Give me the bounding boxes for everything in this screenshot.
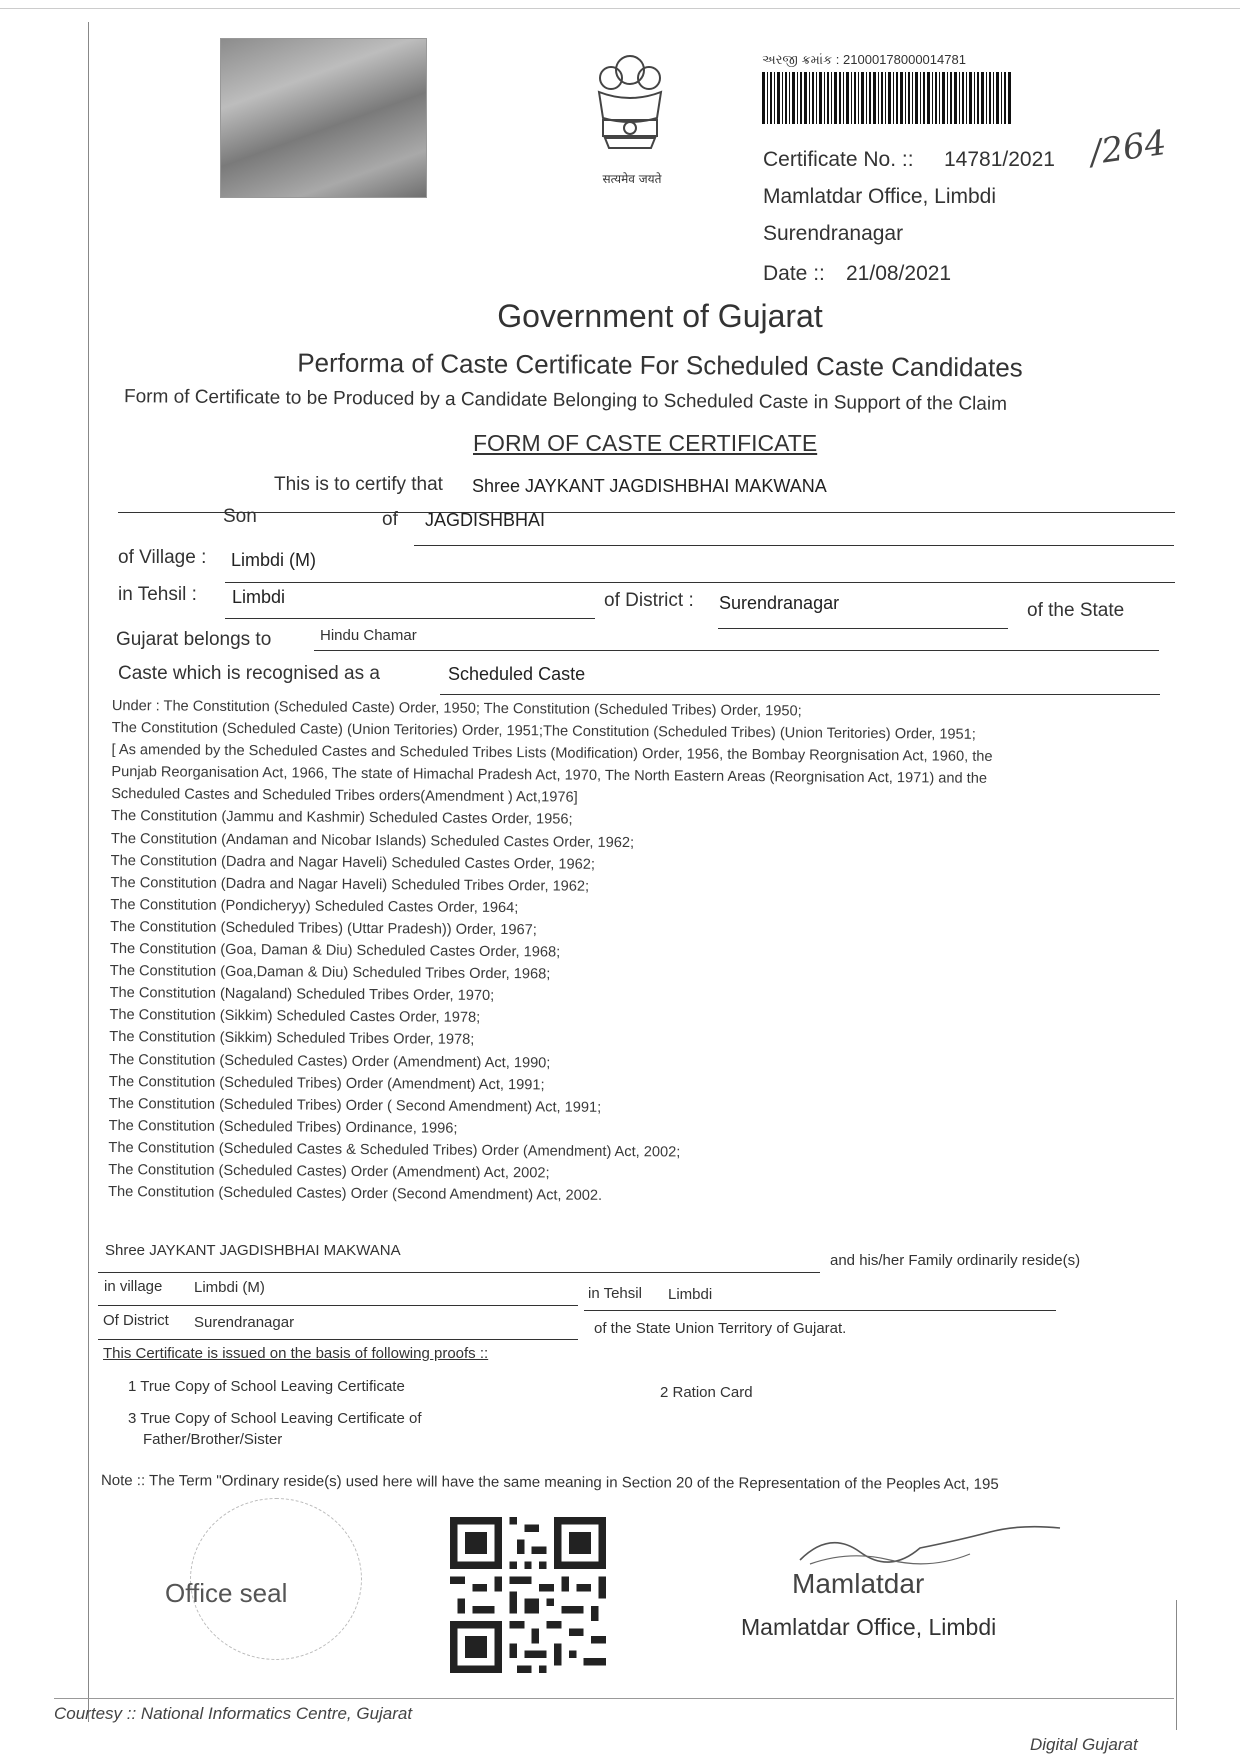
proof-item: 2 Ration Card <box>660 1384 753 1401</box>
proofs-heading: This Certificate is issued on the basis of following proofs :: <box>103 1345 489 1362</box>
village-rule <box>225 582 1175 583</box>
father-rule <box>414 545 1174 546</box>
issue-date: 21/08/2021 <box>846 262 952 285</box>
res-village-rule <box>98 1305 578 1306</box>
tehsil-value: Limbdi <box>232 587 286 607</box>
son-label: Son <box>223 506 257 527</box>
recognised-label: Caste which is recognised as a <box>118 663 380 684</box>
legal-line: The Constitution (Scheduled Tribes) Order ( Second Amendment) Act, 1991; <box>108 1095 602 1116</box>
res-state-label: of the State Union Territory of Gujarat. <box>594 1320 847 1337</box>
legal-line: The Constitution (Pondicheryy) Scheduled Castes Order, 1964; <box>110 896 519 917</box>
district-value: Surendranagar <box>719 593 840 613</box>
legal-line: The Constitution (Scheduled Tribes) Order (Amendment) Act, 1991; <box>108 1073 545 1094</box>
date-label: Date :: <box>763 262 825 285</box>
candidate-name: Shree JAYKANT JAGDISHBHAI MAKWANA <box>472 476 827 496</box>
legal-line: The Constitution (Scheduled Castes) Order (Amendment) Act, 1990; <box>109 1051 551 1071</box>
legal-line: Under : The Constitution (Scheduled Caste) Order, 1950; The Constitution (Scheduled Tribes) Order, 1950; <box>111 697 802 720</box>
issuing-office: Mamlatdar Office, Limbdi <box>763 185 997 208</box>
barcode <box>762 72 1012 124</box>
form-heading: FORM OF CASTE CERTIFICATE <box>473 430 818 456</box>
legal-line: The Constitution (Sikkim) Scheduled Castes Order, 1978; <box>109 1007 481 1027</box>
applicant-photo <box>220 38 427 198</box>
legal-line: The Constitution (Scheduled Tribes) (Uttar Pradesh)) Order, 1967; <box>110 918 537 939</box>
left-margin-line <box>88 22 89 1722</box>
legal-line: The Constitution (Dadra and Nagar Haveli) Scheduled Tribes Order, 1962; <box>110 874 590 895</box>
res-village-value: Limbdi (M) <box>194 1279 265 1296</box>
district-rule <box>718 628 1008 629</box>
state-label: of the State <box>1027 600 1125 621</box>
legal-line: The Constitution (Scheduled Castes) Order (Amendment) Act, 2002; <box>108 1161 550 1182</box>
resident-rule <box>98 1272 820 1273</box>
legal-line: The Constitution (Jammu and Kashmir) Scheduled Castes Order, 1956; <box>110 808 573 829</box>
certify-intro: This is to certify that <box>274 474 443 495</box>
legal-line: The Constitution (Scheduled Castes) Order (Second Amendment) Act, 2002. <box>108 1184 603 1204</box>
res-district-rule <box>98 1339 578 1340</box>
footer-rule <box>54 1698 1174 1699</box>
application-number: અરજી ક્રમાંક : 21000178000014781 <box>762 52 966 67</box>
issuing-district: Surendranagar <box>763 222 904 245</box>
handwritten-note: /264 <box>1087 122 1169 174</box>
village-label: of Village : <box>118 547 207 568</box>
tehsil-label: in Tehsil : <box>118 584 197 605</box>
performa-title: Performa of Caste Certificate For Scheduled Caste Candidates <box>297 347 1023 383</box>
legal-line: The Constitution (Andaman and Nicobar Islands) Scheduled Castes Order, 1962; <box>110 830 635 851</box>
government-title: Government of Gujarat <box>497 298 823 334</box>
res-village-label: in village <box>104 1278 163 1295</box>
district-label: of District : <box>604 590 694 611</box>
res-tehsil-label: in Tehsil <box>588 1285 642 1302</box>
right-margin-line <box>1176 1600 1177 1730</box>
category-rule <box>440 694 1160 695</box>
office-seal-label: Office seal <box>165 1578 288 1608</box>
footer-courtesy: Courtesy :: National Informatics Centre, Gujarat <box>54 1704 413 1723</box>
category-value: Scheduled Caste <box>448 664 586 684</box>
legal-line: The Constitution (Scheduled Tribes) Ordinance, 1996; <box>108 1117 458 1137</box>
note-text: Note :: The Term "Ordinary reside(s) used here will have the same meaning in Section 20 of the Representation of the Peoples Act, 195 <box>100 1472 999 1493</box>
caste-rule <box>314 650 1159 651</box>
legal-line: The Constitution (Goa, Daman & Diu) Scheduled Castes Order, 1968; <box>109 941 561 961</box>
certificate-number: 14781/2021 <box>944 148 1055 171</box>
res-tehsil-value: Limbdi <box>668 1286 713 1303</box>
family-reside-label: and his/her Family ordinarily reside(s) <box>830 1252 1081 1269</box>
legal-line: The Constitution (Nagaland) Scheduled Tribes Order, 1970; <box>109 985 495 1005</box>
res-tehsil-rule <box>584 1310 1056 1311</box>
proof-item: 1 True Copy of School Leaving Certificate <box>128 1378 405 1395</box>
name-rule <box>118 512 1175 513</box>
res-district-label: Of District <box>103 1312 169 1329</box>
top-edge-line <box>0 8 1240 9</box>
certificate-number-label: Certificate No. :: <box>763 148 914 171</box>
legal-line: The Constitution (Goa,Daman & Diu) Scheduled Tribes Order, 1968; <box>109 963 551 983</box>
of-label: of <box>382 509 398 530</box>
resident-name: Shree JAYKANT JAGDISHBHAI MAKWANA <box>105 1242 401 1259</box>
belongs-label: Gujarat belongs to <box>116 629 272 650</box>
proof-item-continued: Father/Brother/Sister <box>143 1431 283 1448</box>
signatory-title: Mamlatdar <box>792 1568 925 1599</box>
footer-brand: Digital Gujarat <box>1030 1735 1138 1754</box>
caste-value: Hindu Chamar <box>320 627 417 644</box>
legal-line: [ As amended by the Scheduled Castes and Scheduled Tribes Lists (Modification) Order, 1956, the Bombay Reorgnisation Act, 1960, the <box>111 742 993 766</box>
qr-code <box>450 1517 606 1673</box>
proof-item: 3 True Copy of School Leaving Certificate of <box>128 1410 422 1427</box>
tehsil-rule <box>225 618 595 619</box>
emblem-motto: सत्यमेव जयते <box>602 172 662 186</box>
legal-line: The Constitution (Dadra and Nagar Haveli) Scheduled Castes Order, 1962; <box>110 852 596 873</box>
legal-line: The Constitution (Scheduled Caste) (Union Teritories) Order, 1951;The Constitution (Scheduled Tribes) (Union Teritories) Order, 1951; <box>111 720 976 743</box>
village-value: Limbdi (M) <box>231 550 317 570</box>
signatory-office: Mamlatdar Office, Limbdi <box>741 1614 997 1640</box>
legal-orders-list <box>108 695 1142 1211</box>
legal-line: Punjab Reorganisation Act, 1966, The state of Himachal Pradesh Act, 1970, The North Eastern Areas (Reorgnisation Act, 1971) and the <box>111 764 988 788</box>
legal-line: Scheduled Castes and Scheduled Tribes orders(Amendment ) Act,1976] <box>111 786 578 807</box>
form-description: Form of Certificate to be Produced by a Candidate Belonging to Scheduled Caste in Support of the Claim <box>123 386 1008 415</box>
father-name: JAGDISHBHAI <box>425 510 546 530</box>
legal-line: The Constitution (Sikkim) Scheduled Tribes Order, 1978; <box>109 1029 475 1049</box>
legal-line: The Constitution (Scheduled Castes & Scheduled Tribes) Order (Amendment) Act, 2002; <box>108 1139 681 1161</box>
res-district-value: Surendranagar <box>194 1314 295 1331</box>
national-emblem-icon <box>585 48 675 158</box>
